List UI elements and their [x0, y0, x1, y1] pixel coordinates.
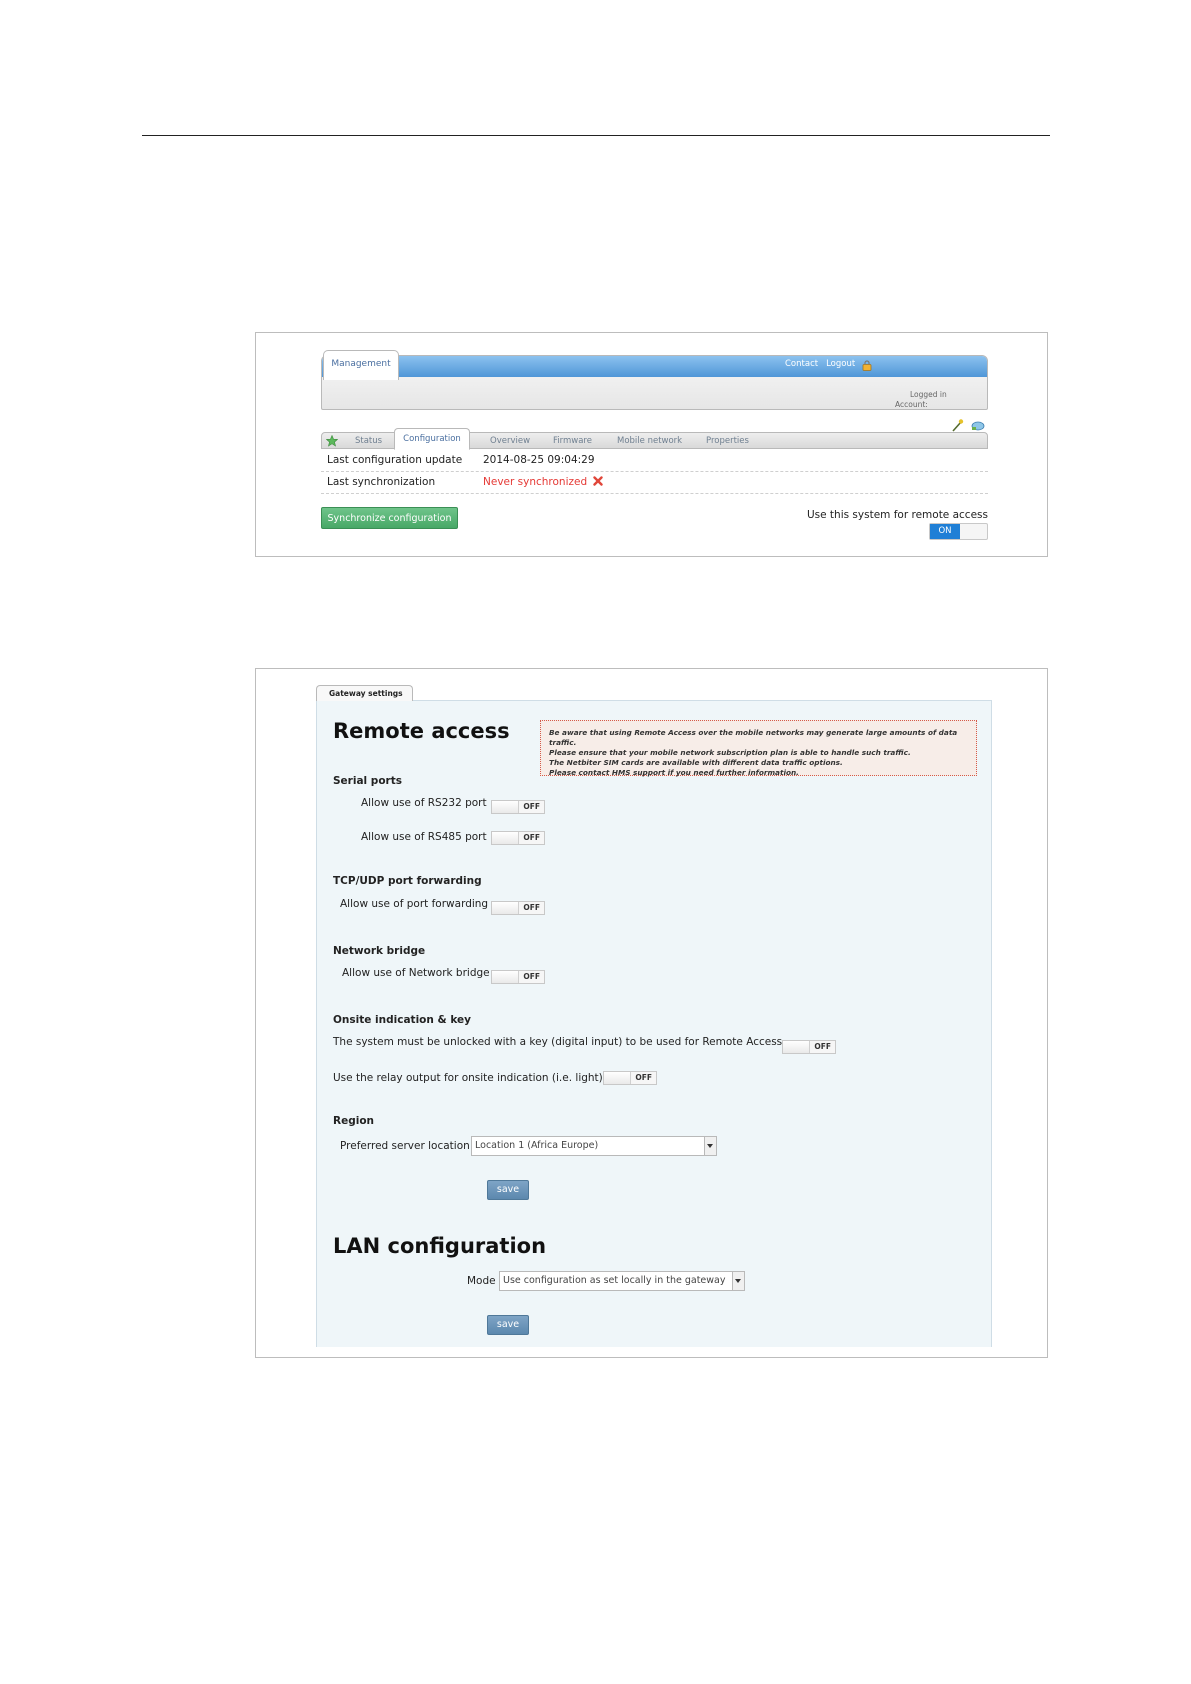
save-lan-button[interactable]: save: [487, 1315, 529, 1335]
warning-line: Please ensure that your mobile network subscription plan is able to handle such traffic.: [549, 748, 911, 757]
header-links: [785, 354, 863, 375]
remote-access-toggle[interactable]: [929, 523, 988, 540]
rs485-label: Allow use of RS485 port: [361, 831, 487, 843]
tab-mobile-network[interactable]: Mobile network: [617, 436, 683, 446]
toggle-track: [492, 832, 519, 844]
remote-access-title: Remote access: [333, 719, 510, 743]
error-x-icon: [593, 476, 603, 486]
key-unlock-toggle[interactable]: [782, 1040, 836, 1054]
never-synchronized-text: Never synchronized: [483, 476, 588, 488]
port-forwarding-label: Allow use of port forwarding: [340, 898, 489, 910]
toggle-track: [492, 902, 519, 914]
toggle-off-label: OFF: [523, 833, 540, 842]
warning-line: Please contact HMS support if you need further information.: [549, 768, 799, 777]
relay-output-toggle[interactable]: [603, 1071, 657, 1085]
toggle-track: [492, 971, 519, 983]
header-blue-bar: [322, 356, 987, 377]
tab-status[interactable]: Status: [355, 436, 383, 446]
toggle-track: [492, 801, 519, 813]
toggle-off-label: OFF: [814, 1042, 831, 1051]
toggle-off-label: OFF: [523, 802, 540, 811]
logged-in-text: Logged in: [910, 390, 947, 399]
toggle-track: [783, 1041, 810, 1053]
logout-link[interactable]: Logout: [826, 359, 856, 369]
warning-line: The Netbiter SIM cards are available with different data traffic options.: [549, 758, 843, 767]
onsite-indication-heading: Onsite indication & key: [333, 1014, 471, 1026]
select-value: Use configuration as set locally in the gateway: [503, 1275, 726, 1286]
wand-icon[interactable]: [953, 419, 963, 431]
key-unlock-label: The system must be unlocked with a key (digital input) to be used for Remote Access: [333, 1036, 783, 1048]
tcp-udp-heading: TCP/UDP port forwarding: [333, 875, 482, 887]
toggle-track: [604, 1072, 631, 1084]
row-value-never: [483, 472, 603, 493]
row-label: Last configuration update: [327, 454, 463, 466]
warning-line: Be aware that using Remote Access over the mobile networks may generate large amounts of data traffic.: [549, 728, 958, 747]
chevron-down-icon: [704, 1137, 716, 1155]
row-label: Last synchronization: [327, 476, 436, 488]
row-value: 2014-08-25 09:04:29: [483, 454, 595, 466]
chevron-down-icon: [732, 1272, 744, 1290]
region-heading: Region: [333, 1115, 375, 1127]
server-location-label: Preferred server location: [340, 1140, 470, 1152]
mode-label: Mode: [467, 1275, 496, 1287]
toggle-on-label: ON: [930, 524, 960, 539]
toggle-off-label: OFF: [523, 972, 540, 981]
network-bridge-label: Allow use of Network bridge: [342, 967, 490, 979]
lock-icon: [862, 360, 872, 371]
row-last-synchronization: [321, 472, 988, 494]
lan-mode-select[interactable]: [499, 1271, 745, 1291]
tab-configuration[interactable]: Configuration: [394, 428, 470, 450]
data-traffic-warning: [540, 720, 977, 776]
rs485-toggle[interactable]: [491, 831, 545, 845]
network-icon[interactable]: [972, 422, 984, 430]
toggle-off-label: OFF: [523, 903, 540, 912]
management-header: [321, 355, 988, 410]
synchronize-configuration-button[interactable]: Synchronize configuration: [321, 507, 458, 529]
server-location-select[interactable]: [471, 1136, 717, 1156]
account-text: Account:: [895, 400, 928, 409]
serial-ports-heading: Serial ports: [333, 775, 402, 787]
lan-configuration-title: LAN configuration: [333, 1234, 547, 1258]
page-header-rule: [142, 135, 1050, 136]
select-value: Location 1 (Africa Europe): [475, 1140, 599, 1151]
network-bridge-heading: Network bridge: [333, 945, 426, 957]
tab-properties[interactable]: Properties: [706, 436, 749, 446]
tab-overview[interactable]: Overview: [490, 436, 531, 446]
tab-management[interactable]: Management: [323, 350, 399, 380]
tab-gateway-settings[interactable]: Gateway settings: [316, 685, 413, 701]
rs232-label: Allow use of RS232 port: [361, 797, 487, 809]
remote-access-label: Use this system for remote access: [806, 509, 988, 521]
toolbar-icons: [950, 418, 986, 432]
toggle-off-label: OFF: [635, 1073, 652, 1082]
row-last-config-update: [321, 450, 988, 472]
save-remote-access-button[interactable]: save: [487, 1180, 529, 1200]
network-bridge-toggle[interactable]: [491, 970, 545, 984]
port-forwarding-toggle[interactable]: [491, 901, 545, 915]
rs232-toggle[interactable]: [491, 800, 545, 814]
contact-link[interactable]: Contact: [785, 359, 819, 369]
star-icon[interactable]: [326, 435, 338, 447]
relay-output-label: Use the relay output for onsite indication (i.e. light): [333, 1072, 603, 1084]
tab-firmware[interactable]: Firmware: [553, 436, 592, 446]
logged-in-info: [895, 390, 947, 410]
